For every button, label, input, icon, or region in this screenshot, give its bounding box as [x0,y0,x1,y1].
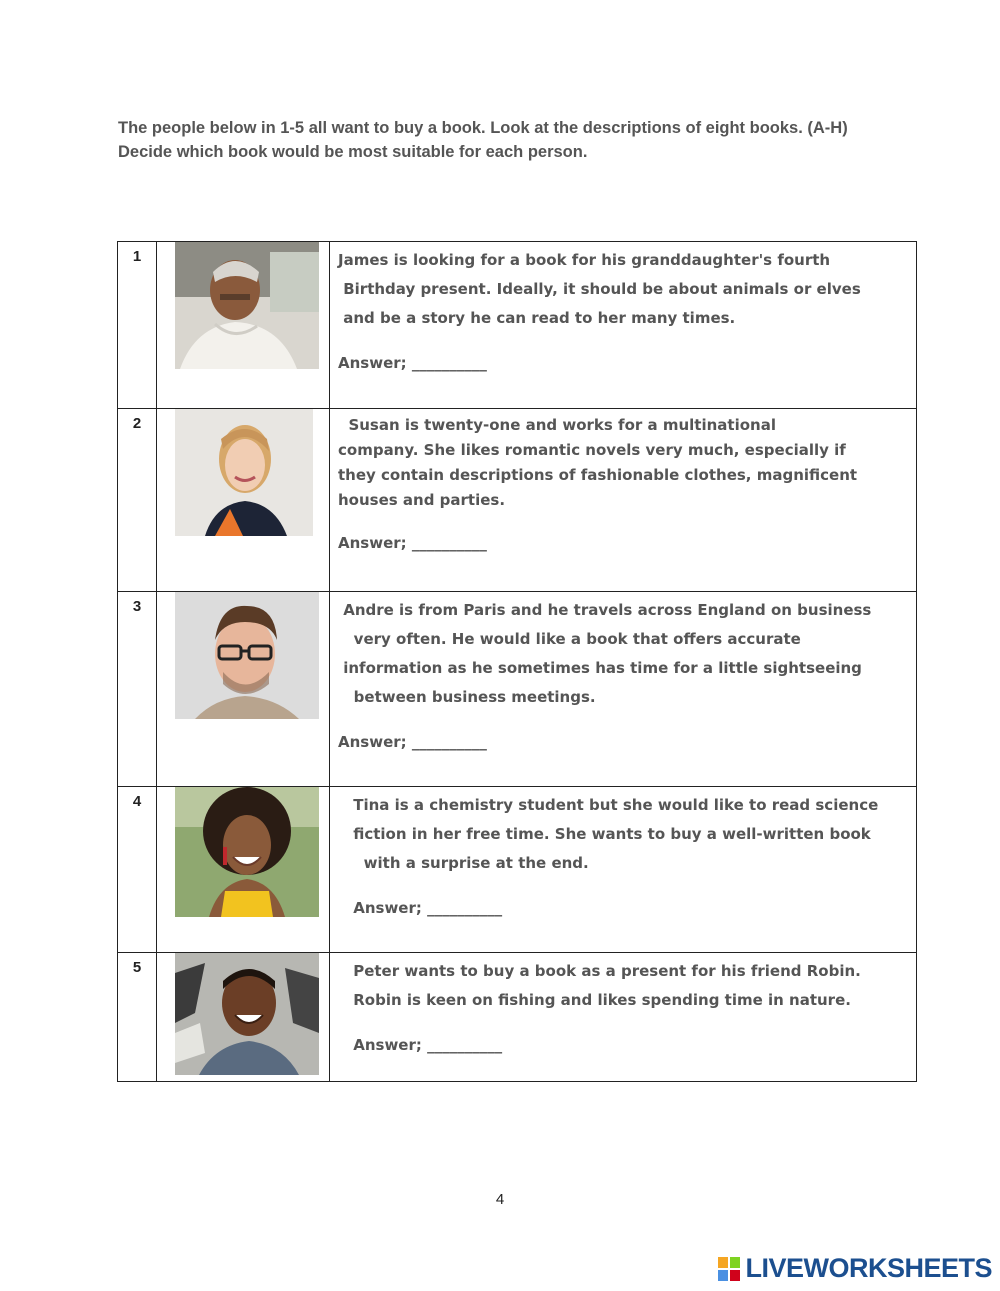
answer-field[interactable]: Answer; __________ [348,1036,503,1054]
table-row [118,592,917,787]
description-cell [330,242,917,409]
logo-square [717,1269,729,1282]
table-row [118,409,917,592]
description-line: Tina is a chemistry student but she would like to read science [348,796,879,814]
photo-cell [157,409,330,592]
portrait-man-glasses-icon [175,592,319,719]
description-line: with a surprise at the end. [348,854,589,872]
liveworksheets-logo-icon [717,1256,741,1282]
description-line: very often. He would like a book that offers accurate [338,630,801,648]
logo-square [717,1256,729,1269]
description-line: James is looking for a book for his granddaughter's fourth [338,251,831,269]
description-line: Susan is twenty-one and works for a multinational [338,416,776,434]
portrait-curly-hair-woman-icon [175,787,319,917]
table-row [118,242,917,409]
description-line: fiction in her free time. She wants to buy a well-written book [348,825,871,843]
description-line: and be a story he can read to her many times. [338,309,736,327]
description-line: company. She likes romantic novels very much, especially if [338,441,846,459]
instructions-line-2: Decide which book would be most suitable for each person. [118,143,588,161]
description-cell [330,953,917,1082]
row-number: 3 [118,592,157,787]
brand-text: LIVEWORKSHEETS [745,1253,992,1283]
photo-cell [157,953,330,1082]
answer-field[interactable]: Answer; __________ [348,899,503,917]
answer-field[interactable]: Answer; __________ [338,534,487,552]
instructions [118,116,938,164]
description-cell [330,592,917,787]
description-line: Birthday present. Ideally, it should be about animals or elves [338,280,861,298]
description-line: they contain descriptions of fashionable clothes, magnificent [338,466,858,484]
table-row [118,787,917,953]
task-table [117,241,917,1082]
photo-cell [157,592,330,787]
description-cell [330,787,917,953]
row-number: 4 [118,787,157,953]
row-number: 5 [118,953,157,1082]
portrait-smiling-man-icon [175,953,319,1075]
logo-square [729,1269,741,1282]
photo-cell [157,242,330,409]
table-row [118,953,917,1082]
answer-field[interactable]: Answer; __________ [338,354,487,372]
instructions-line-1: The people below in 1-5 all want to buy a book. Look at the descriptions of eight books. (A-H) [118,119,848,137]
portrait-blonde-woman-icon [175,409,313,536]
description-line: Andre is from Paris and he travels across England on business [338,601,872,619]
row-number: 2 [118,409,157,592]
description-line: between business meetings. [338,688,596,706]
answer-field[interactable]: Answer; __________ [338,733,487,751]
brand-watermark [717,1253,992,1284]
description-line: information as he sometimes has time for a little sightseeing [338,659,862,677]
photo-cell [157,787,330,953]
logo-square [729,1256,741,1269]
description-line: Robin is keen on fishing and likes spending time in nature. [348,991,851,1009]
page-number: 4 [495,1191,505,1208]
portrait-elderly-man-icon [175,242,319,369]
description-cell [330,409,917,592]
row-number: 1 [118,242,157,409]
description-line: Peter wants to buy a book as a present for his friend Robin. [348,962,861,980]
description-line: houses and parties. [338,491,506,509]
